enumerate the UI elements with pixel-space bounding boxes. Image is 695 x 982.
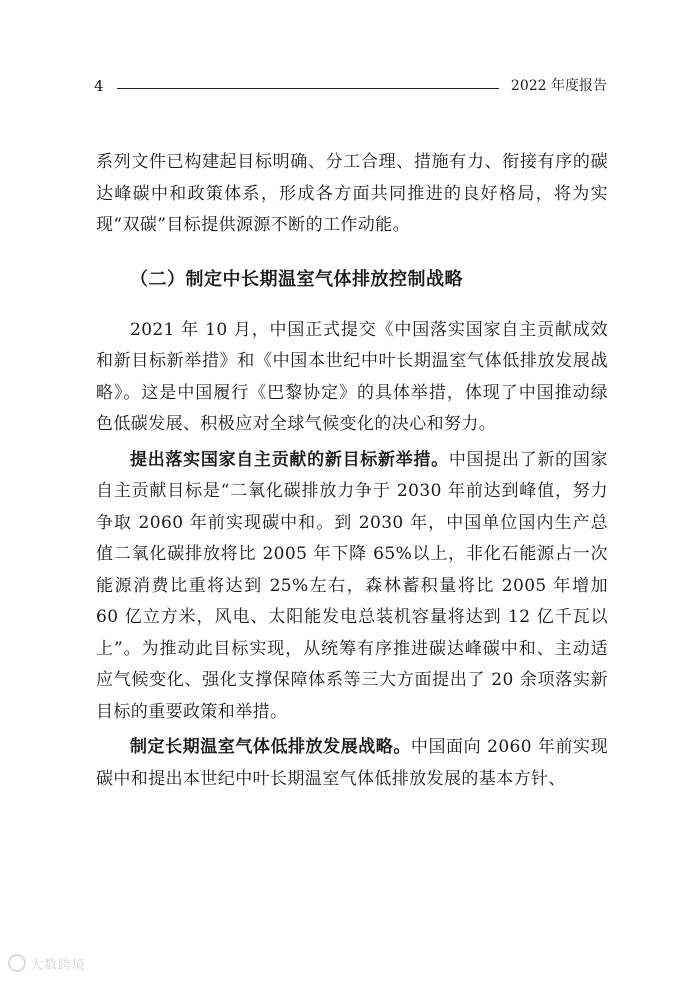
paragraph-intro: 2021 年 10 月，中国正式提交《中国落实国家自主贡献成效和新目标新举措》和《中国本世纪中叶长期温室气体低排放发展战略》。这是中国履行《巴黎协定》的具体举措，体现了中国推动绿色低碳发展、积极应对全球气候变化的决心和努力。 — [96, 319, 608, 434]
paragraph-ndc-lead: 提出落实国家自主贡献的新目标新举措。 — [130, 449, 449, 470]
paragraph-strategy — [96, 732, 608, 795]
report-title: 2022 年度报告 — [510, 78, 607, 94]
paragraph-strategy-text: 中国面向 2060 年前实现碳中和提出本世纪中叶长期温室气体低排放发展的基本方针、 — [96, 737, 609, 789]
watermark — [8, 954, 86, 973]
paragraph-ndc-text: 中国提出了新的国家自主贡献目标是“二氧化碳排放力争于 2030 年前达到峰值，努力争取 2060 年前实现碳中和。到 2030 年，中国单位国内生产总值二氧化碳排放将比 2005 年下降 65%以上，非化石能源占一次能源消费比重将达到 25%左右，森林蓄积量将比 2005 年增加 60 亿立方米，风电、太阳能发电总装机容量将达到 12 亿千瓦以上”。为推动此目标实现，从统筹有序推进碳达峰碳中和、主动适应气候变化、强化支撑保障体系等三大方面提出了 20 余项落实新目标的重要政策和举措。 — [96, 449, 608, 722]
page-number: 4 — [94, 77, 104, 95]
watermark-text: 大数跨境 — [30, 958, 87, 973]
paragraph-strategy-lead: 制定长期温室气体低排放发展战略。 — [130, 737, 411, 757]
page-content — [96, 147, 608, 795]
section-heading: （二）制定中长期温室气体排放控制战略 — [130, 268, 463, 290]
header-rule — [117, 88, 499, 89]
paragraph-ndc — [96, 445, 608, 729]
watermark-logo-icon — [8, 954, 26, 972]
paragraph-continued: 系列文件已构建起目标明确、分工合理、措施有力、衔接有序的碳达峰碳中和政策体系，形成各方面共同推进的良好格局，将为实现“双碳”目标提供源源不断的工作动能。 — [96, 152, 608, 235]
